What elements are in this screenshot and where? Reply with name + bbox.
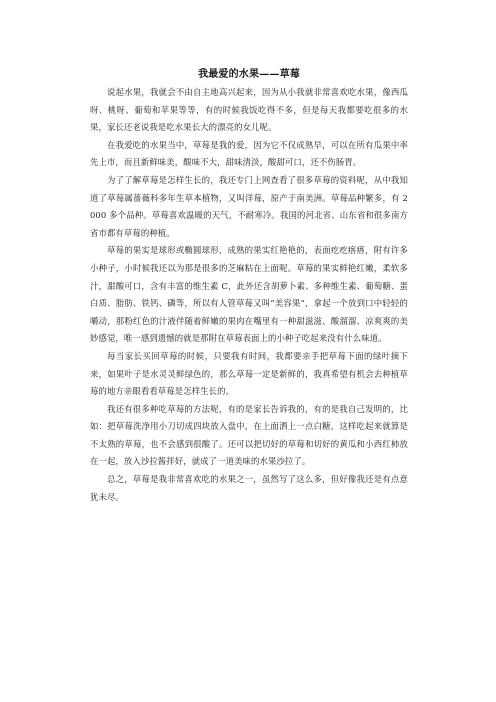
paragraph-2: 在我爱吃的水果当中，草莓是我的爱，因为它不仅成熟早，可以在所有瓜果中率先上市，而且新鲜味美，酸味不大，甜味清淡，酸甜可口，还不伤肠胃。: [90, 139, 408, 168]
paragraph-4: 草莓的果实是球形或椭圆球形，成熟的果实红艳艳的，表面疙疙瘩瘩，附有许多小种子，小时候我还以为那是很多的芝麻粘在上面呢。草莓的果实鲜艳红嫩，柔软多汁，甜酸可口，含有丰富的维生素 C，此外还含胡萝卜素、多种维生素、葡萄糖、蛋白质、脂肪、铁钙、磷等，所以有人管草莓又叫“美容果”，拿起一个放到口中轻轻的嚼动，那粉红色的汁液伴随着鲜嫩的果肉在嘴里有一种甜滋滋、酸溜溜、凉爽爽的美妙感觉，唯一感到遗憾的就是那附在草莓表面上的小种子吃起来没有什么味道。: [90, 245, 408, 344]
paragraph-1: 说起水果，我就会不由自主地高兴起来，因为从小我就非常喜欢吃水果，像西瓜呀、桃呀、葡萄和苹果等等，有的时候我饭吃得不多，但是每天我都要吃很多的水果，家长还老说我是吃水果长大的漂亮的女儿呢。: [90, 87, 408, 133]
document-page: [90, 68, 408, 506]
paragraph-7: 总之，草莓是我非常喜欢吃的水果之一，虽然写了这么多，但好像我还是有点意犹未尽。: [90, 474, 408, 502]
paragraph-5: 每当家长买回草莓的时候，只要我有时间，我都要亲手把草莓下面的绿叶摘下来，如果叶子是水灵灵鲜绿色的，那么草莓一定是新鲜的，我真希望有机会去种植草莓的地方亲眼看看草莓是怎样生长的。: [90, 350, 408, 397]
paragraph-3: 为了了解草莓是怎样生长的，我还专门上网查看了很多草莓的资料呢，从中我知道了草莓属蔷薇科多年生草本植物，又叫洋莓，原产于南美洲。草莓品种繁多，有 2000 多个品种。草莓喜欢温暖的天气，不耐寒冷。我国的河北省、山东省和很多南方省市都有草莓的种植。: [90, 174, 408, 238]
paragraph-6: 我还有很多种吃草莓的方法呢，有的是家长告诉我的，有的是我自己发明的，比如：把草莓洗净用小刀切成四块放入盘中，在上面洒上一点白糖，这样吃起来就算是不太熟的草莓，也不会感到很酸了。还可以把切好的草莓和切好的黄瓜和小西红柿放在一起，放入沙拉酱拌好，就成了一道美味的水果沙拉了。: [90, 403, 408, 467]
document-title: 我最爱的水果——草莓: [198, 69, 300, 80]
